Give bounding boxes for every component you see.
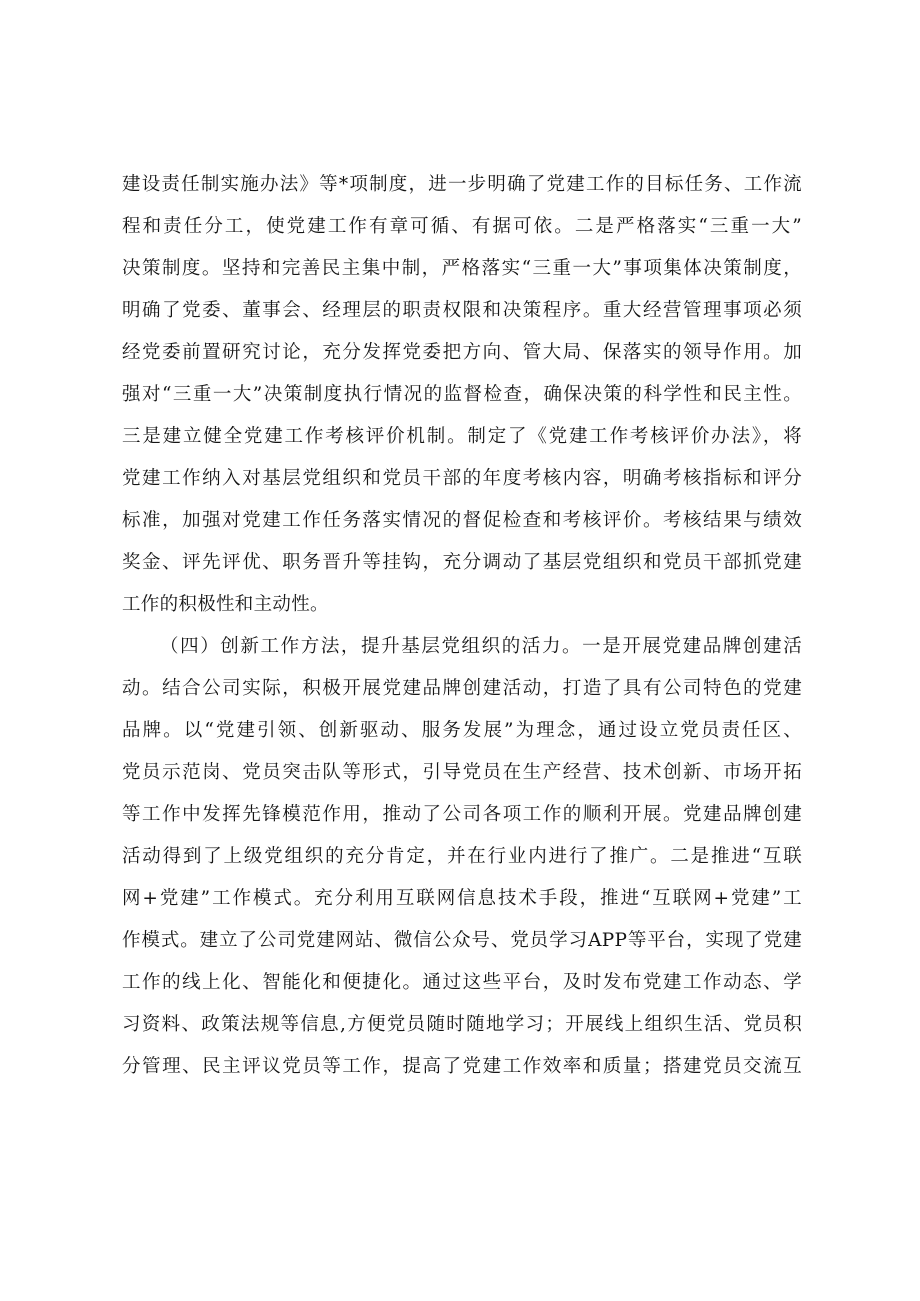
text-line: 决策制度。坚持和完善民主集中制，严格落实“三重一大”事项集体决策制度， [122,258,802,279]
text-line: 工作的积极性和主动性。 [122,594,329,615]
text-line: 作模式。建立了公司党建网站、微信公众号、党员学习APP等平台，实现了党建 [122,930,802,951]
text-line: 工作的线上化、智能化和便捷化。通过这些平台，及时发布党建工作动态、学 [122,972,802,993]
text-line: 三是建立健全党建工作考核评价机制。制定了《党建工作考核评价办法》，将 [122,426,802,447]
text-line: 党员示范岗、党员突击队等形式，引导党员在生产经营、技术创新、市场开拓 [122,762,802,783]
text-line: 建设责任制实施办法》等*项制度，进一步明确了党建工作的目标任务、工作流 [122,174,802,195]
text-line: 活动得到了上级党组织的充分肯定，并在行业内进行了推广。二是推进“互联 [122,846,802,867]
text-line: 分管理、民主评议党员等工作，提高了党建工作效率和质量；搭建党员交流互 [122,1056,802,1077]
text-line: 习资料、政策法规等信息,方便党员随时随地学习；开展线上组织生活、党员积 [122,1014,802,1035]
text-line: 党建工作纳入对基层党组织和党员干部的年度考核内容，明确考核指标和评分 [122,468,802,489]
text-line: 强对“三重一大”决策制度执行情况的监督检查，确保决策的科学性和民主性。 [122,384,802,405]
text-line: 标准，加强对党建工作任务落实情况的督促检查和考核评价。考核结果与绩效 [122,510,802,531]
text-line: 明确了党委、董事会、经理层的职责权限和决策程序。重大经营管理事项必须 [122,300,802,321]
text-line: 网+党建”工作模式。充分利用互联网信息技术手段，推进“互联网+党建”工 [122,888,802,909]
text-line: 动。结合公司实际，积极开展党建品牌创建活动，打造了具有公司特色的党建 [122,678,802,699]
text-line: 品牌。以“党建引领、创新驱动、服务发展”为理念，通过设立党员责任区、 [122,720,802,741]
text-line: 经党委前置研究讨论，充分发挥党委把方向、管大局、保落实的领导作用。加 [122,342,802,363]
text-line: 奖金、评先评优、职务晋升等挂钩，充分调动了基层党组织和党员干部抓党建 [122,552,802,573]
text-line: 程和责任分工，使党建工作有章可循、有据可依。二是严格落实“三重一大” [122,216,802,237]
text-line: 等工作中发挥先锋模范作用，推动了公司各项工作的顺利开展。党建品牌创建 [122,804,802,825]
section-heading-line: （四）创新工作方法，提升基层党组织的活力。一是开展党建品牌创建活 [160,636,802,657]
